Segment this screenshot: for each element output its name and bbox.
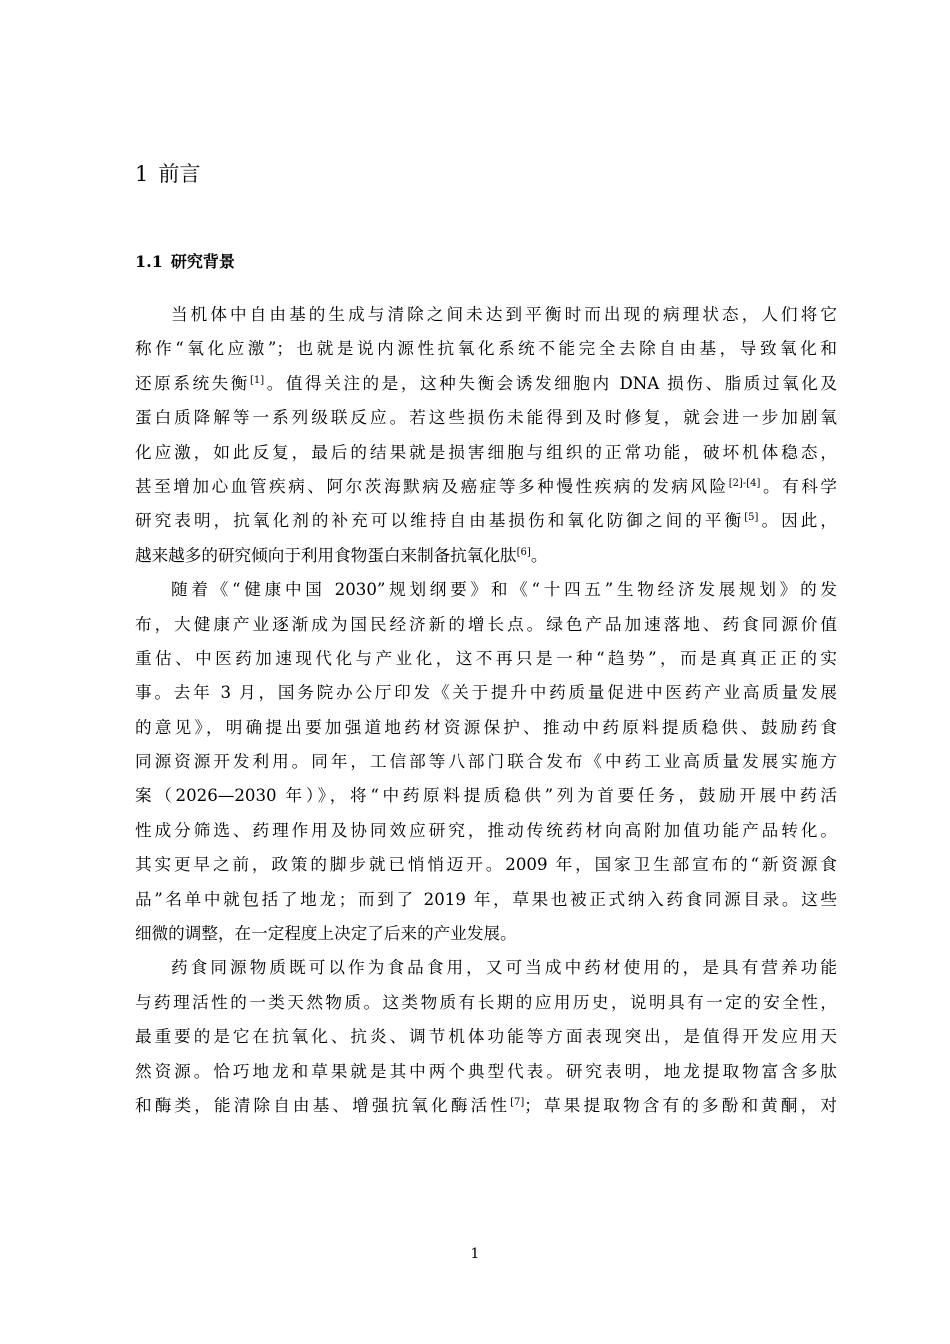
- line-text: ；草果提取物含有的多酚和黄酮，对: [524, 1095, 838, 1115]
- text-line: [135, 608, 837, 642]
- line-text: 。有科学: [760, 476, 838, 496]
- text-line: [135, 848, 837, 882]
- line-text: 越来越多的研究倾向于利用食物蛋白来制备抗氧化肽: [135, 545, 517, 565]
- text-line: [135, 814, 837, 848]
- text-line: [135, 917, 837, 951]
- text-line: [135, 745, 837, 779]
- subsection-heading: [135, 248, 235, 276]
- text-line: [135, 539, 837, 573]
- text-line: [135, 504, 837, 538]
- body-text: [135, 298, 837, 1123]
- text-line: [135, 986, 837, 1020]
- line-text: 然资源。恰巧地龙和草果就是其中两个典型代表。研究表明，地龙提取物富含多肽: [135, 1061, 837, 1081]
- line-text: 品”名单中就包括了地龙；而到了 2019 年，草果也被正式纳入药食同源目录。这些: [135, 889, 837, 909]
- line-text: 还原系统失衡: [135, 373, 250, 393]
- line-text: 随着《“健康中国 2030”规划纲要》和《“十四五”生物经济发展规划》的发: [171, 580, 837, 600]
- line-text: 。因此，: [758, 511, 837, 531]
- subsection-title: 研究背景: [170, 252, 235, 271]
- text-line: [135, 883, 837, 917]
- line-text: 事。去年 3 月，国务院办公厅印发《关于提升中药质量促进中医药产业高质量发展: [135, 683, 837, 703]
- line-text: 研究表明，抗氧化剂的补充可以维持自由基损伤和氧化防御之间的平衡: [135, 511, 745, 531]
- line-text: 的意见》，明确提出要加强道地药材资源保护、推动中药原料提质稳供、鼓励药食: [135, 717, 837, 737]
- text-line: [135, 642, 837, 676]
- citation-reference: [2]-[4]: [728, 477, 761, 489]
- section-heading: [135, 158, 200, 190]
- section-number: 1: [135, 162, 149, 186]
- line-text: 称作“氧化应激”；也就是说内源性抗氧化系统不能完全去除自由基，导致氧化和: [135, 339, 837, 359]
- citation-reference: [5]: [744, 512, 759, 524]
- line-text: 化应激，如此反复，最后的结果就是损害细胞与组织的正常功能，破坏机体稳态，: [135, 442, 837, 462]
- line-text: 与药理活性的一类天然物质。这类物质有长期的应用历史，说明具有一定的安全性，: [135, 992, 837, 1012]
- line-text: 性成分筛选、药理作用及协同效应研究，推动传统药材向高附加值功能产品转化。: [135, 820, 837, 840]
- text-line: [135, 470, 837, 504]
- line-text: 案（2026—2030 年）》，将“中药原料提质稳供”列为首要任务，鼓励开展中药活: [135, 786, 837, 806]
- line-text: 最重要的是它在抗氧化、抗炎、调节机体功能等方面表现突出，是值得开发应用天: [135, 1027, 837, 1047]
- line-text: 。值得关注的是，这种失衡会诱发细胞内 DNA 损伤、脂质过氧化及: [264, 373, 838, 393]
- text-line: [135, 779, 837, 813]
- line-text: 当机体中自由基的生成与清除之间未达到平衡时而出现的病理状态，人们将它: [171, 305, 837, 324]
- line-text: 其实更早之前，政策的脚步就已悄悄迈开。2009 年，国家卫生部宣布的“新资源食: [135, 855, 837, 875]
- section-title: 前言: [158, 162, 201, 186]
- line-text: 。: [530, 545, 548, 565]
- line-text: 同源资源开发利用。同年，工信部等八部门联合发布《中药工业高质量发展实施方: [135, 752, 837, 772]
- text-line: [135, 367, 837, 401]
- line-text: 重估、中医药加速现代化与产业化，这不再只是一种“趋势”，而是真真正正的实: [135, 648, 837, 668]
- text-line: [135, 676, 837, 710]
- line-text: 甚至增加心血管疾病、阿尔茨海默病及癌症等多种慢性疾病的发病风险: [135, 476, 729, 496]
- citation-reference: [1]: [249, 374, 265, 386]
- line-text: 和酶类，能清除自由基、增强抗氧化酶活性: [135, 1095, 511, 1115]
- text-line: [135, 1089, 837, 1123]
- text-line: [135, 1020, 837, 1054]
- text-line: [135, 401, 837, 435]
- text-line: [135, 332, 837, 366]
- line-text: 蛋白质降解等一系列级联反应。若这些损伤未能得到及时修复，就会进一步加剧氧: [135, 408, 837, 428]
- text-line: [135, 436, 837, 470]
- line-text: 药食同源物质既可以作为食品食用，又可当成中药材使用的，是具有营养功能: [171, 958, 837, 978]
- page-number: 1: [470, 1246, 480, 1262]
- line-text: 细微的调整，在一定程度上决定了后来的产业发展。: [135, 924, 517, 944]
- text-line: [135, 951, 837, 985]
- text-line: [135, 711, 837, 745]
- text-line: [135, 298, 837, 332]
- subsection-number: 1.1: [135, 252, 163, 271]
- text-line: [135, 573, 837, 607]
- line-text: 布，大健康产业逐渐成为国民经济新的增长点。绿色产品加速落地、药食同源价值: [135, 614, 837, 634]
- text-line: [135, 1055, 837, 1089]
- citation-reference: [7]: [510, 1096, 525, 1108]
- citation-reference: [6]: [516, 546, 531, 558]
